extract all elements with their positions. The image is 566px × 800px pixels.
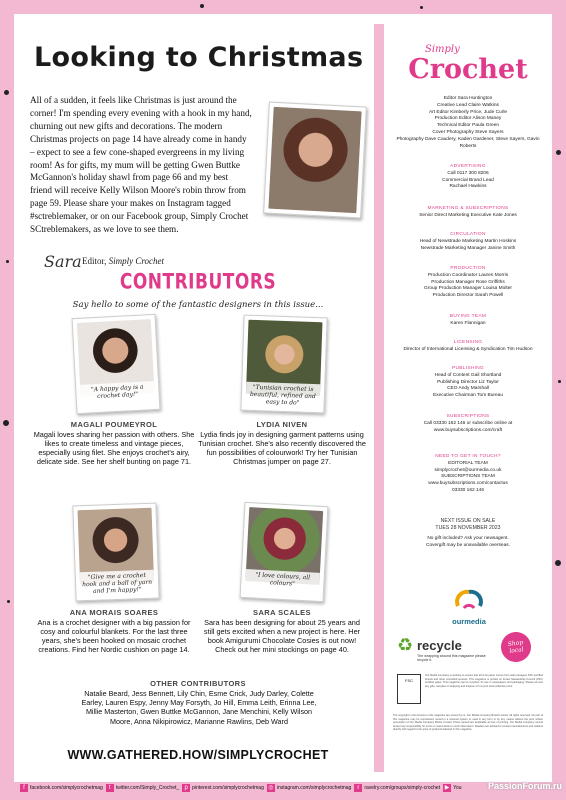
brand-logo: Crochet bbox=[408, 54, 528, 85]
editorial-staff bbox=[389, 96, 547, 150]
section-title: LICENSING bbox=[453, 340, 483, 345]
staff-line: EDITORIAL TEAM bbox=[448, 460, 488, 466]
editorial-column bbox=[30, 14, 366, 782]
brand-logo-small: Simply bbox=[425, 44, 460, 55]
editor-signature: Sara bbox=[44, 252, 82, 271]
note-line: Covergift may be unavailable overseas. bbox=[426, 542, 510, 548]
contributor-quote: "Give me a crochet hook and a ball of yarn and I'm happy!" bbox=[80, 570, 155, 599]
masthead-section bbox=[389, 340, 547, 354]
contributor-bio: Magali loves sharing her passion with others. She likes to create timeless and vintage pieces, especially using filet. She enjoys crochet's airy, delicate side. See her shelf bunting on page 71. bbox=[33, 430, 195, 466]
contributors-heading: CONTRIBUTORS bbox=[119, 269, 277, 295]
masthead-section bbox=[389, 414, 547, 434]
staff-line: CEO Andy Marshall bbox=[447, 386, 489, 392]
social-link-text: pinterest.com/simplycrochetmag bbox=[192, 785, 264, 791]
recycle-badge bbox=[397, 636, 493, 664]
staff-line: Cover Photography Steve Sayers bbox=[432, 129, 504, 135]
editor-credit-prefix: Editor, bbox=[82, 256, 109, 266]
contributor-bio: Ana is a crochet designer with a big passion for cosy and colourful blankets. For the last three years, she's been hooked on mosaic crochet creations. Find her Nordic cushion on page 14. bbox=[37, 618, 191, 654]
staff-line: Call 03330 162 146 or subscribe online at bbox=[423, 420, 513, 426]
staff-line: Senior Direct Marketing Executive Kate Jones bbox=[419, 212, 517, 218]
staff-line: Art Editor Kimberly Price, Jude Curle bbox=[428, 109, 508, 115]
masthead-section bbox=[389, 366, 547, 400]
ourmedia-logo bbox=[439, 588, 499, 626]
next-issue-note bbox=[389, 536, 547, 550]
staff-line: Rachael Hawkins bbox=[449, 184, 487, 190]
social-link[interactable] bbox=[182, 784, 264, 792]
staff-line: Publishing Director Liz Taylor bbox=[437, 379, 499, 385]
ravelry-icon: r bbox=[354, 784, 362, 792]
ink-splatter bbox=[7, 600, 10, 603]
contributor-name: MAGALI POUMEYROL bbox=[70, 420, 158, 429]
social-link-text: You bbox=[453, 785, 462, 791]
staff-line: Commercial Brand Lead bbox=[442, 177, 494, 183]
ourmedia-icon bbox=[454, 588, 484, 612]
staff-line: Head of Newstrade Marketing Martin Hoskins bbox=[419, 238, 517, 244]
contributor-photo bbox=[72, 314, 161, 414]
facebook-icon: f bbox=[20, 784, 28, 792]
contributor-quote: "Tunisian crochet is beautiful, refined and easy to do" bbox=[245, 382, 320, 411]
staff-line: SUBSCRIPTIONS TEAM bbox=[441, 474, 495, 480]
next-issue-label: NEXT ISSUE ON SALE bbox=[440, 518, 496, 524]
contributor-card bbox=[198, 504, 366, 664]
contributor-bio: Lydia finds joy in designing garment patterns using Tunisian crochet. She's also recently discovered the fun possibilities of colourwork! Try her Tunisian Christmas jumper on page 27. bbox=[198, 430, 366, 466]
contributor-photo bbox=[240, 502, 329, 602]
social-link-text: twitter.com/Simply_Crochet_ bbox=[115, 785, 180, 791]
social-bar bbox=[14, 780, 552, 796]
other-contributors-heading: OTHER CONTRIBUTORS bbox=[150, 679, 246, 688]
contributor-bio: Sara has been designing for about 25 years and still gets excited when a new project is here. Her book Amigurumi Chocolate Cosies is out now! Check out her mini stockings on page 40. bbox=[203, 618, 361, 654]
website-url[interactable]: WWW.GATHERED.HOW/SIMPLYCROCHET bbox=[67, 748, 329, 762]
masthead-section bbox=[389, 206, 547, 220]
staff-line: Production Editor Alison Maney bbox=[434, 116, 502, 122]
contributor-card bbox=[30, 504, 198, 664]
contributor-name: ANA MORAIS SOARES bbox=[69, 608, 159, 617]
masthead-section bbox=[389, 454, 547, 495]
staff-line: Production Director Sarah Powell bbox=[432, 293, 504, 299]
staff-line: simplycrochet@ourmedia.co.uk bbox=[434, 467, 502, 473]
next-issue bbox=[389, 518, 547, 532]
ink-splatter bbox=[558, 380, 561, 383]
page-title: Looking to Christmas bbox=[34, 42, 364, 73]
contributor-photo bbox=[72, 503, 159, 602]
magazine-page bbox=[14, 14, 552, 782]
staff-line: Technical Editor Paula Green bbox=[436, 123, 500, 129]
masthead-column bbox=[389, 14, 547, 782]
section-title: BUYING TEAM bbox=[449, 314, 487, 319]
contributor-quote: "I love colours, all colours" bbox=[245, 569, 320, 599]
legal-text: The copyright in the pictures in this magazine are owned by us. Our Media Company Bristol Limited. All rights reserved. No part of this magazine may be reproduced, stored in a retrieval system or used in any form or by any means without the prior written permission of Our Media Company Bristol Limited. Prices quoted are applicable at time of printing. Our Media Company cannot accept any responsibility for errors or inaccuracies in such information. Readers are advised to contact manufacturers and retailers directly with regard to the price of products featured in this magazine. bbox=[393, 714, 543, 732]
social-link[interactable] bbox=[106, 784, 179, 792]
note-line: No gift included? Ask your newsagent. bbox=[427, 536, 509, 541]
pinterest-icon: p bbox=[182, 784, 190, 792]
social-link[interactable] bbox=[20, 784, 103, 792]
social-link-text: facebook.com/simplycrochetmag bbox=[30, 785, 103, 791]
section-title: MARKETING & SUBSCRIPTIONS bbox=[427, 206, 509, 211]
editor-credit-magazine: Simply Crochet bbox=[108, 256, 165, 266]
staff-line: Creative Lead Claire Watkins bbox=[437, 102, 499, 108]
other-contributors-list: Natalie Beard, Jess Bennett, Lily Chin, Esme Crick, Judy Darley, Colette Earley, Lauren Espy, Jenny May Forsyth, Jo Hill, Emma Leith, Erinna Lee, Millie Masterton, Gwen Buttke McGannon, Jane Menchini, Kelly Wilson Moore, Anna Nikipirowicz, Marianne Rawlins, Deb Ward bbox=[81, 689, 317, 726]
recycle-label: recycle bbox=[417, 638, 462, 653]
recycle-note: The wrapping around this magazine please recycle it. bbox=[417, 654, 486, 662]
social-link[interactable] bbox=[354, 784, 440, 792]
section-title: PUBLISHING bbox=[451, 366, 485, 371]
staff-line: Karen Flannigan bbox=[450, 320, 486, 326]
social-link-text: ravelry.com/groups/simply-crochet bbox=[364, 785, 441, 791]
contributors-subheading: Say hello to some of the fantastic designers in this issue... bbox=[72, 300, 324, 310]
staff-line: Production Coordinator Lauren Morris bbox=[427, 272, 509, 278]
instagram-icon: ◎ bbox=[268, 785, 274, 791]
section-title: CIRCULATION bbox=[450, 232, 486, 237]
contributor-card bbox=[30, 316, 198, 476]
staff-line: Editor Sara Huntington bbox=[443, 96, 493, 101]
ink-splatter bbox=[556, 150, 561, 155]
ourmedia-wordmark: ourmedia bbox=[452, 617, 486, 626]
ink-splatter bbox=[200, 4, 204, 8]
social-link[interactable] bbox=[443, 784, 461, 792]
staff-line: Newstrade Marketing Manager Janine Smith bbox=[420, 245, 516, 251]
staff-line: Production Manager Rose Griffiths bbox=[431, 279, 505, 285]
masthead-section bbox=[389, 164, 547, 191]
column-divider bbox=[374, 24, 384, 772]
staff-line: www.buysubscriptions.com/craft bbox=[433, 427, 503, 433]
contributor-quote: "A happy day is a crochet day!" bbox=[80, 381, 155, 411]
social-link-text: instagram.com/simplycrochetmag bbox=[276, 785, 352, 791]
ink-splatter bbox=[420, 6, 423, 9]
editor-letter: All of a sudden, it feels like Christmas is just around the corner! I'm spending every evening with a hook in my hand, churning out new gifts and decorations. The modern Christmas projects on page 14 have already come in handy – expect to see a few cone-shaped evergreens in my living room! As for gifts, my mum will be getting Gwen Buttke McGannon's holiday shawl from page 66 and my best friend will receive Kelly Wilson Moore's robin throw from page 59. Please share your makes on Instagram tagged #sctreblemaker, or on our Facebook group, Simply Crochet SCtreblemakers, as we love to see them. bbox=[30, 95, 252, 235]
staff-line: Group Production Manager Louisa Molter bbox=[424, 286, 512, 292]
section-title: NEED TO GET IN TOUCH? bbox=[435, 454, 501, 459]
staff-line: Executive Chairman Tom Bureau bbox=[432, 393, 504, 399]
recycle-icon: ♻ bbox=[397, 635, 414, 655]
contributor-name: LYDIA NIVEN bbox=[256, 420, 308, 429]
contributor-name: SARA SCALES bbox=[253, 608, 311, 617]
staff-line: Head of Content Gail Shortland bbox=[434, 372, 502, 378]
ink-splatter bbox=[3, 420, 9, 426]
staff-line: www.buysubscriptions.com/contactus bbox=[428, 481, 508, 487]
social-link[interactable] bbox=[267, 784, 351, 792]
section-title: ADVERTISING bbox=[450, 164, 486, 169]
masthead-section bbox=[389, 314, 547, 328]
section-title: PRODUCTION bbox=[450, 266, 486, 271]
ink-splatter bbox=[4, 90, 9, 95]
fsc-logo: FSC bbox=[397, 674, 421, 704]
editor-photo bbox=[263, 102, 367, 219]
contributor-card bbox=[198, 316, 366, 476]
next-issue-date: TUES 28 NOVEMBER 2023 bbox=[435, 525, 501, 531]
staff-line: 03330 162 146 bbox=[451, 487, 484, 493]
youtube-icon: ▶ bbox=[444, 785, 450, 791]
editor-credit bbox=[82, 256, 164, 266]
ink-splatter bbox=[555, 560, 561, 566]
masthead-section bbox=[389, 232, 547, 252]
staff-line: Call 0117 300 8206 bbox=[447, 170, 489, 176]
shop-local-badge: Shop local bbox=[499, 630, 533, 664]
section-title: SUBSCRIPTIONS bbox=[446, 414, 490, 419]
twitter-icon: t bbox=[106, 784, 114, 792]
staff-line: Director of International Licensing & Syndication Tim Hudson bbox=[403, 346, 533, 352]
watermark: PassionForum.ru bbox=[487, 781, 562, 791]
legal-text: Our Media Company is working to ensure that all of its paper comes from well-managed, FSC-certified forests and other controlled sources. This magazine is printed on Forest Stewardship Council (FSC) certified paper. This magazine can be recycled, for use in newspapers and packaging. Please remove any gifts, samples or wrapping and dispose of it at your local collection point. bbox=[425, 674, 543, 688]
contributor-photo bbox=[240, 315, 327, 414]
staff-line: Photography Dave Caudery, Kaden Gardener, Steve Sayers, Gavin Roberts bbox=[396, 136, 540, 149]
masthead-section bbox=[389, 266, 547, 300]
ink-splatter bbox=[6, 260, 9, 263]
